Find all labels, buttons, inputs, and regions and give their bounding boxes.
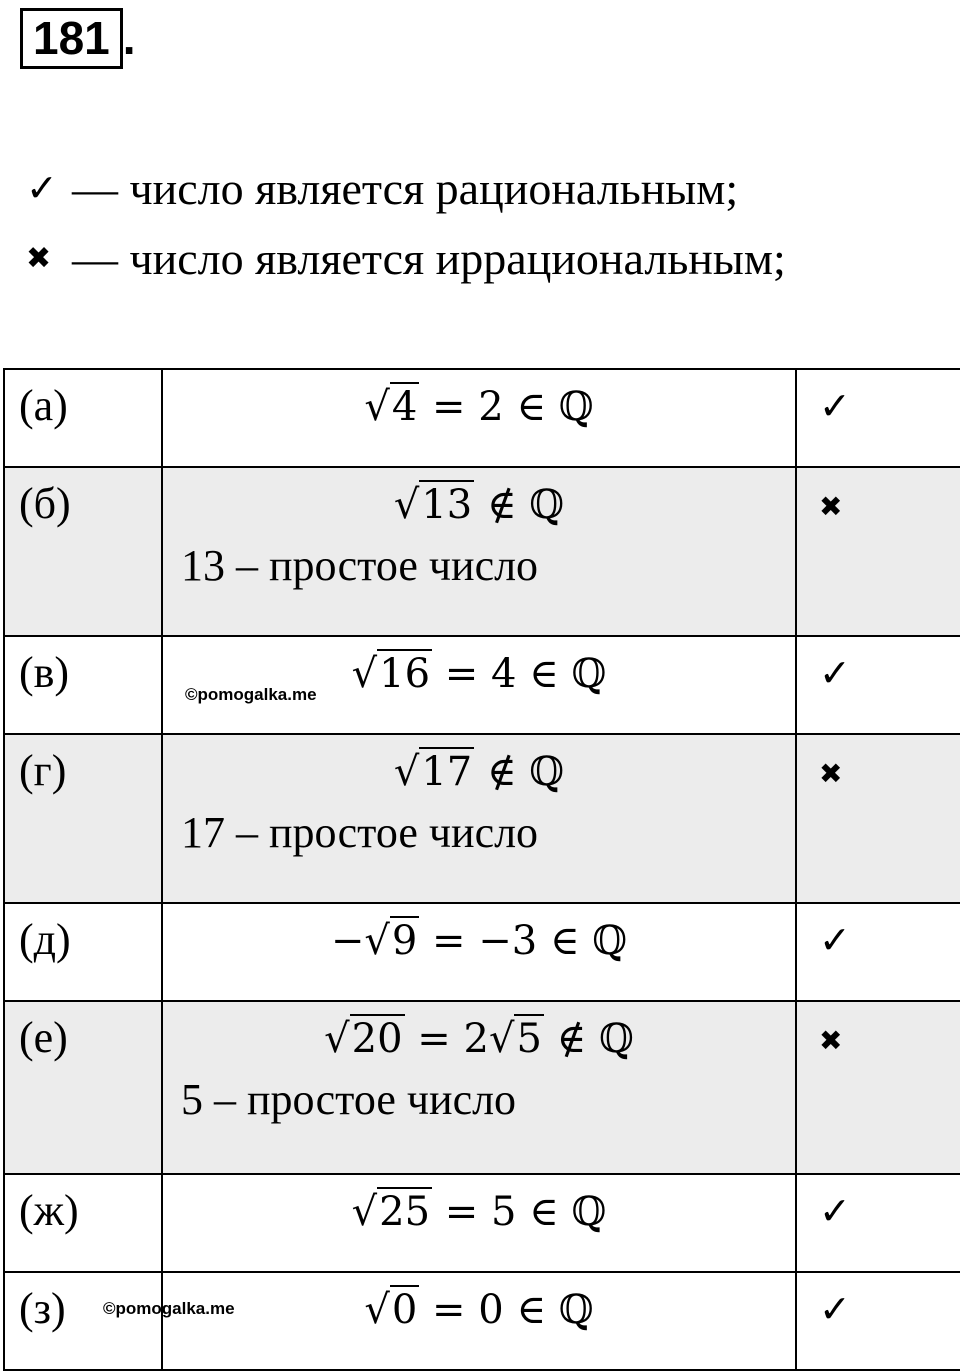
- cross-symbol: ✖: [819, 1024, 843, 1057]
- radicand: 16: [379, 651, 431, 697]
- problem-number-box: [20, 8, 123, 69]
- formula-rest: = 5 ∈ ℚ: [432, 1189, 607, 1235]
- sqrt-sign: √: [488, 1016, 515, 1062]
- row-note: 13 – простое число: [181, 541, 539, 590]
- sqrt-sign: √: [364, 918, 390, 964]
- table-row: [4, 1001, 960, 1174]
- row-label: [4, 1272, 235, 1370]
- radicand: 13: [421, 482, 473, 528]
- check-icon: ✓: [26, 168, 58, 210]
- check-icon: ✓: [796, 903, 960, 1001]
- formula: [163, 468, 795, 528]
- formula: [163, 1175, 795, 1235]
- sqrt-sign: √: [324, 1016, 350, 1062]
- cross-icon: [796, 734, 960, 903]
- watermark: ©pomogalka.me: [185, 685, 317, 704]
- formula-rest: = 0 ∈ ℚ: [419, 1287, 594, 1333]
- formula: [163, 370, 795, 430]
- sqrt-sign: √: [364, 1287, 390, 1333]
- row-label: (а): [4, 369, 162, 467]
- radicand: 4: [391, 384, 418, 430]
- row-expression: [162, 369, 796, 467]
- radicand: 0: [391, 1287, 418, 1333]
- check-icon: ✓: [796, 1174, 960, 1272]
- sqrt-sign: √: [393, 482, 420, 528]
- row-expression: [162, 1272, 796, 1370]
- radicand: 20: [351, 1016, 403, 1062]
- row-expression: [162, 734, 796, 903]
- table-row: [4, 1174, 960, 1272]
- formula-rest: ∉ ℚ: [474, 482, 565, 528]
- row-label-text: (з): [19, 1284, 66, 1333]
- formula: [163, 904, 795, 964]
- problem-number: [20, 8, 136, 69]
- formula-rest: = −3 ∈ ℚ: [419, 918, 628, 964]
- table-row: [4, 636, 960, 734]
- check-icon: ✓: [796, 369, 960, 467]
- cross-icon: [796, 1001, 960, 1174]
- sqrt-sign: √: [364, 384, 390, 430]
- sqrt-sign: √: [351, 1189, 378, 1235]
- row-label: (в): [4, 636, 162, 734]
- cross-symbol: ✖: [819, 490, 843, 523]
- table-row: [4, 467, 960, 636]
- formula: [163, 1273, 795, 1333]
- radicand: 5: [516, 1016, 542, 1062]
- row-expression: [162, 636, 796, 734]
- table-row: [4, 1272, 960, 1370]
- formula: [163, 1002, 795, 1062]
- row-label: (г): [4, 734, 162, 903]
- row-expression: [162, 1001, 796, 1174]
- legend-rational: [26, 163, 739, 214]
- row-note: 17 – простое число: [181, 808, 539, 857]
- formula-rest: ∉ ℚ: [474, 749, 565, 795]
- formula: [163, 735, 795, 795]
- answer-table: [3, 368, 960, 1371]
- legend-irrational-text: — число является иррациональным;: [72, 233, 786, 284]
- row-label: (ж): [4, 1174, 162, 1272]
- formula-rest: = 2: [404, 1016, 489, 1062]
- check-icon: ✓: [796, 1272, 960, 1370]
- sqrt-sign: √: [351, 651, 378, 697]
- formula-rest: = 4 ∈ ℚ: [432, 651, 607, 697]
- radicand: 9: [391, 918, 418, 964]
- cross-icon: [796, 467, 960, 636]
- sqrt-sign: √: [393, 749, 420, 795]
- legend-rational-text: — число является рациональным;: [72, 163, 739, 214]
- row-label: (б): [4, 467, 162, 636]
- table-row: [4, 734, 960, 903]
- cross-icon: ✖: [26, 241, 52, 276]
- table-row: [4, 903, 960, 1001]
- watermark: ©pomogalka.me: [103, 1299, 235, 1318]
- check-icon: ✓: [796, 636, 960, 734]
- problem-number-dot: .: [122, 12, 136, 64]
- row-note: 5 – простое число: [181, 1075, 517, 1124]
- row-expression: [162, 467, 796, 636]
- formula-rest: = 2 ∈ ℚ: [419, 384, 594, 430]
- legend-irrational: [26, 233, 786, 284]
- row-expression: [162, 903, 796, 1001]
- cross-symbol: ✖: [819, 757, 843, 790]
- row-expression: [162, 1174, 796, 1272]
- radicand: 25: [379, 1189, 431, 1235]
- row-label: (д): [4, 903, 162, 1001]
- problem-number-text: 181: [33, 12, 110, 64]
- row-label: (е): [4, 1001, 162, 1174]
- table-row: [4, 369, 960, 467]
- radicand: 17: [421, 749, 473, 795]
- formula-prefix: −: [330, 918, 365, 964]
- formula-rest: ∉ ℚ: [543, 1016, 634, 1062]
